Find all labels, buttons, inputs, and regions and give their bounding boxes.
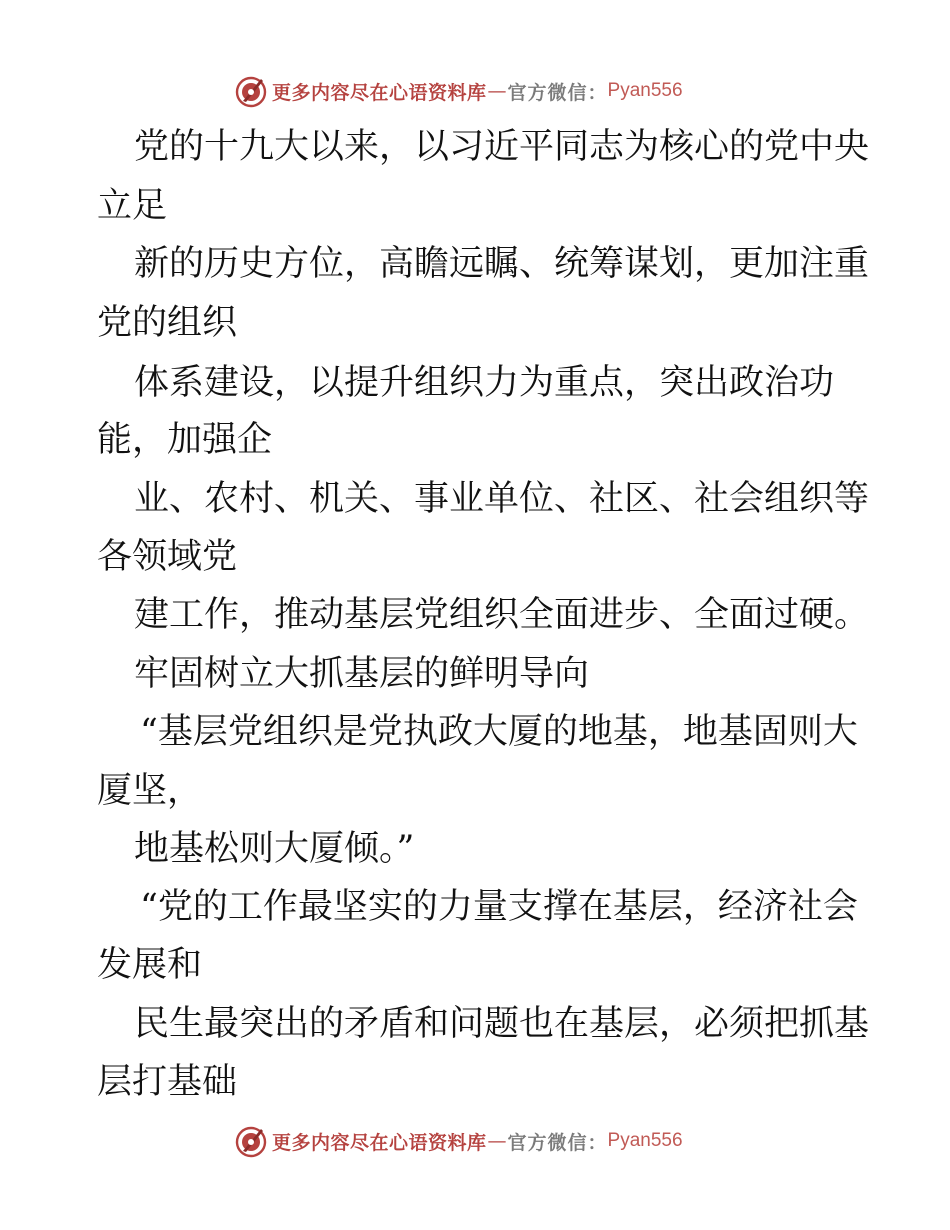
paragraph-line: 发展和	[97, 945, 203, 985]
header-watermark	[234, 71, 754, 111]
paragraph-line: 体系建设，以提升组织力为重点，突出政治功	[134, 363, 835, 403]
paragraph-line: 厦坚，	[97, 771, 203, 811]
watermark-dash: —	[487, 80, 507, 102]
watermark-label: 官方微信：	[507, 81, 608, 104]
paragraph-line: 立足	[97, 186, 168, 226]
quill-seal-icon	[234, 1124, 268, 1158]
paragraph-line: 新的历史方位，高瞻远瞩、统筹谋划，更加注重	[134, 244, 870, 284]
paragraph-line: 党的十九大以来，以习近平同志为核心的党中央	[134, 127, 870, 167]
watermark-label: 官方微信：	[507, 1131, 608, 1154]
footer-watermark	[234, 1121, 754, 1161]
paragraph-line: 各领域党	[97, 537, 238, 577]
paragraph-line: 能，加强企	[97, 420, 273, 460]
paragraph-line: “基层党组织是党执政大厦的地基，地基固则大	[140, 712, 858, 752]
paragraph-line: 建工作，推动基层党组织全面进步、全面过硬。	[134, 595, 870, 635]
quill-seal-icon	[234, 74, 268, 108]
paragraph-line: 地基松则大厦倾。”	[134, 829, 415, 869]
paragraph-line: 牢固树立大抓基层的鲜明导向	[134, 654, 590, 694]
watermark-title: 更多内容尽在心语资料库	[272, 1131, 487, 1154]
watermark-dash: —	[487, 1130, 507, 1152]
paragraph-line: “党的工作最坚实的力量支撑在基层，经济社会	[140, 887, 858, 927]
paragraph-line: 民生最突出的矛盾和问题也在基层，必须把抓基	[134, 1004, 870, 1044]
watermark-id: Pyan556	[607, 1130, 683, 1151]
watermark-id: Pyan556	[607, 80, 683, 101]
paragraph-line: 业、农村、机关、事业单位、社区、社会组织等	[134, 479, 870, 519]
watermark-title: 更多内容尽在心语资料库	[272, 81, 487, 104]
paragraph-line: 党的组织	[97, 303, 238, 343]
paragraph-line: 层打基础	[97, 1062, 238, 1102]
